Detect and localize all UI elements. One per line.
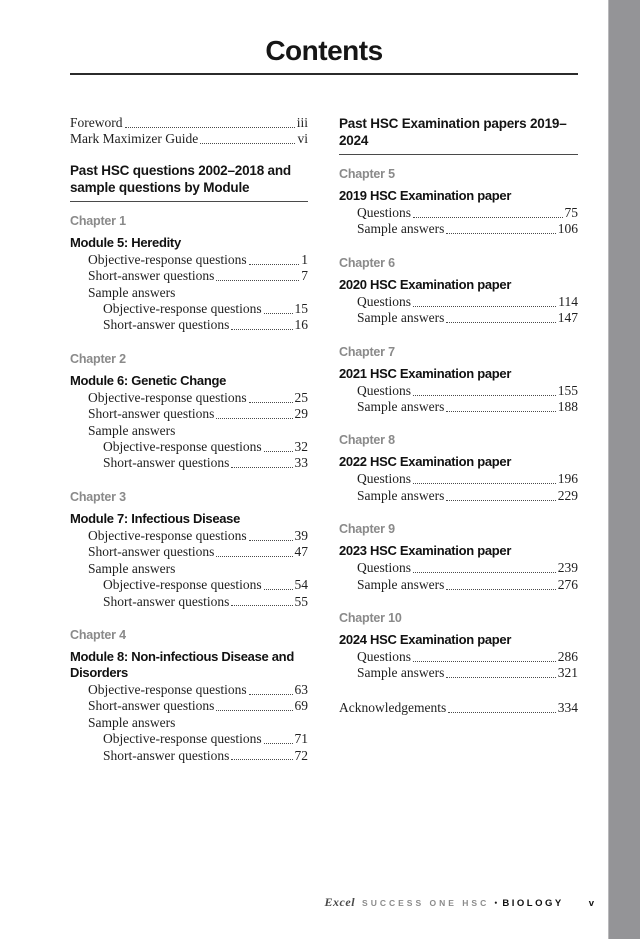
dot-leader (231, 467, 292, 468)
chapter-module-title: Module 8: Non-infectious Disease and Disorders (70, 648, 294, 680)
toc-entry-row (70, 268, 308, 284)
toc-entry-row (70, 252, 308, 268)
toc-entry-row (70, 715, 308, 731)
left-column (70, 115, 308, 782)
toc-entry-row (70, 423, 308, 439)
toc-entry-row (70, 301, 308, 317)
chapter-module-title: 2024 HSC Examination paper (339, 632, 512, 648)
toc-entry-label: Sample answers (357, 487, 445, 503)
toc-entry-label: Questions (357, 205, 411, 220)
toc-entry-row (70, 561, 308, 577)
toc-entry-row (70, 455, 308, 471)
chapter-block (70, 352, 308, 472)
toc-entry-label: Objective-response questions (103, 439, 262, 455)
dot-leader (249, 402, 293, 403)
toc-entry-page-number: 75 (564, 205, 578, 220)
left-section-rule (70, 201, 308, 202)
chapter-label: Chapter 7 (339, 344, 395, 359)
toc-entry-page-number: 188 (557, 399, 578, 415)
chapter-label: Chapter 2 (70, 351, 126, 366)
chapter-module-title: 2021 HSC Examination paper (339, 365, 512, 381)
left-section-heading: Past HSC questions 2002–2018 and sample questions by Module (70, 162, 291, 195)
toc-entry-row (339, 488, 578, 504)
toc-entry-page-number: 71 (294, 731, 308, 747)
toc-entry-row (70, 544, 308, 560)
toc-entry-label: Sample answers (88, 284, 176, 300)
toc-entry-row (70, 317, 308, 333)
brand-logo: Excel (324, 895, 356, 909)
toc-entry-page-number: 286 (557, 649, 578, 665)
toc-entry-label: Short-answer questions (88, 268, 215, 284)
toc-entry-label: Short-answer questions (88, 544, 215, 560)
toc-entry-row (339, 649, 578, 665)
toc-entry-label: Sample answers (88, 560, 176, 576)
chapter-label: Chapter 6 (339, 255, 395, 270)
toc-entry-label: Objective-response questions (88, 389, 247, 405)
toc-entry-row (70, 439, 308, 455)
toc-entry-page-number: 33 (294, 455, 308, 471)
toc-entry-label: Questions (357, 293, 411, 309)
toc-entry-row (70, 682, 308, 698)
dot-leader (413, 661, 556, 662)
toc-entry-row (339, 665, 578, 681)
dot-leader (249, 264, 300, 265)
toc-entry-label: Short-answer questions (103, 455, 230, 471)
dot-leader (446, 677, 555, 678)
toc-entry-row (70, 731, 308, 747)
toc-entry-label: Sample answers (357, 221, 445, 237)
dot-leader (413, 217, 563, 218)
dot-leader (231, 605, 292, 606)
acknowledgements-row (339, 700, 578, 716)
page-title: Contents (265, 35, 383, 66)
front-matter-row (70, 131, 308, 147)
toc-entry-label: Mark Maximizer Guide (70, 131, 199, 147)
toc-entry-row (339, 221, 578, 237)
dot-leader (446, 500, 555, 501)
chapter-block (339, 256, 578, 327)
dot-leader (216, 418, 292, 419)
toc-entry-page-number: iii (296, 115, 308, 130)
chapter-label: Chapter 1 (70, 213, 126, 228)
toc-entry-row (70, 748, 308, 764)
toc-entry-row (70, 285, 308, 301)
chapter-module-title: 2023 HSC Examination paper (339, 543, 512, 559)
chapter-block (70, 214, 308, 334)
tail-entry-list (339, 700, 578, 716)
toc-entry-label: Short-answer questions (103, 593, 230, 609)
toc-entry-page-number: 229 (557, 487, 578, 503)
chapter-block (339, 611, 578, 682)
toc-columns (70, 115, 578, 782)
chapter-module-title: Module 7: Infectious Disease (70, 510, 241, 526)
toc-entry-label: Questions (357, 649, 411, 665)
toc-entry-label: Questions (357, 382, 411, 398)
toc-entry-label: Sample answers (357, 310, 445, 326)
chapter-label: Chapter 10 (339, 611, 402, 626)
subject-title: BIOLOGY (502, 898, 564, 909)
toc-entry-row (339, 383, 578, 399)
left-chapter-list (70, 214, 308, 764)
chapter-block (70, 490, 308, 610)
toc-entry-page-number: 147 (557, 310, 578, 326)
chapter-block (339, 345, 578, 416)
right-section-rule (339, 154, 578, 155)
toc-entry-label: Objective-response questions (103, 577, 262, 593)
toc-entry-row (339, 577, 578, 593)
front-matter-row (70, 115, 308, 131)
toc-entry-label: Sample answers (357, 665, 445, 681)
toc-entry-label: Foreword (70, 115, 123, 130)
right-section-heading: Past HSC Examination papers 2019–2024 (339, 116, 567, 148)
toc-entry-label: Questions (357, 560, 411, 576)
dot-leader (125, 127, 295, 128)
toc-entry-row (70, 406, 308, 422)
toc-entry-row (339, 471, 578, 487)
toc-entry-label: Objective-response questions (88, 527, 247, 543)
toc-entry-page-number: 276 (557, 576, 578, 592)
dot-leader (446, 322, 555, 323)
toc-entry-page-number: vi (297, 131, 308, 147)
dot-leader (264, 451, 293, 452)
toc-entry-page-number: 321 (557, 665, 578, 681)
dot-leader (249, 694, 293, 695)
dot-leader (264, 589, 293, 590)
toc-entry-label: Objective-response questions (103, 301, 262, 317)
dot-leader (231, 329, 292, 330)
toc-entry-label: Short-answer questions (88, 698, 215, 714)
toc-entry-row (70, 577, 308, 593)
chapter-label: Chapter 3 (70, 489, 126, 504)
dot-leader (413, 395, 556, 396)
dot-leader (446, 589, 555, 590)
toc-entry-page-number: 239 (557, 560, 578, 576)
toc-entry-label: Short-answer questions (103, 747, 230, 763)
chapter-block (70, 628, 308, 764)
chapter-module-title: Module 5: Heredity (70, 234, 181, 250)
page-edge-shadow (608, 0, 640, 939)
series-title: SUCCESS ONE HSC (362, 898, 490, 908)
toc-entry-row (339, 205, 578, 221)
dot-leader (446, 233, 555, 234)
toc-entry-page-number: 16 (294, 317, 308, 333)
toc-entry-label: Short-answer questions (88, 406, 215, 422)
dot-leader (264, 743, 293, 744)
bullet-separator: • (494, 898, 498, 908)
dot-leader (249, 540, 293, 541)
toc-entry-page-number: 15 (294, 301, 308, 317)
page-content (70, 34, 578, 782)
toc-entry-page-number: 196 (557, 471, 578, 487)
chapter-block (339, 433, 578, 504)
toc-entry-page-number: 39 (294, 527, 308, 543)
toc-entry-label: Sample answers (357, 576, 445, 592)
toc-entry-page-number: 1 (301, 251, 308, 267)
toc-entry-page-number: 25 (294, 389, 308, 405)
dot-leader (216, 556, 292, 557)
toc-entry-label: Objective-response questions (88, 251, 247, 267)
toc-entry-row (339, 560, 578, 576)
chapter-block (339, 167, 578, 238)
chapter-label: Chapter 9 (339, 522, 395, 537)
toc-entry-label: Short-answer questions (103, 317, 230, 333)
dot-leader (448, 712, 556, 713)
dot-leader (216, 710, 292, 711)
page-footer (325, 895, 594, 910)
toc-entry-row (70, 594, 308, 610)
toc-entry-label: Objective-response questions (88, 681, 247, 697)
dot-leader (231, 759, 292, 760)
chapter-label: Chapter 4 (70, 627, 126, 642)
chapter-module-title: 2020 HSC Examination paper (339, 276, 512, 292)
toc-entry-row (70, 528, 308, 544)
toc-entry-label: Acknowledgements (339, 699, 447, 715)
chapter-label: Chapter 8 (339, 433, 395, 448)
toc-entry-row (339, 399, 578, 415)
toc-entry-page-number: 7 (301, 268, 308, 284)
dot-leader (413, 572, 556, 573)
right-chapter-list (339, 167, 578, 682)
chapter-module-title: Module 6: Genetic Change (70, 372, 227, 388)
toc-entry-page-number: 32 (294, 439, 308, 455)
right-column (339, 115, 578, 782)
front-matter-list (70, 115, 308, 148)
chapter-module-title: 2022 HSC Examination paper (339, 454, 512, 470)
toc-entry-page-number: 29 (294, 406, 308, 422)
column-gutter (308, 115, 339, 782)
dot-leader (413, 306, 556, 307)
folio-page-number: v (588, 898, 594, 909)
toc-entry-label: Questions (357, 471, 411, 487)
toc-entry-row (339, 310, 578, 326)
toc-entry-row (339, 294, 578, 310)
dot-leader (446, 411, 555, 412)
toc-entry-row (70, 390, 308, 406)
toc-entry-page-number: 63 (294, 681, 308, 697)
dot-leader (264, 313, 293, 314)
title-rule (70, 73, 578, 75)
toc-entry-page-number: 55 (294, 593, 308, 609)
dot-leader (413, 483, 556, 484)
dot-leader (200, 143, 295, 144)
dot-leader (216, 280, 299, 281)
toc-entry-label: Sample answers (357, 399, 445, 415)
toc-entry-page-number: 69 (294, 698, 308, 714)
toc-entry-page-number: 72 (294, 747, 308, 763)
chapter-label: Chapter 5 (339, 167, 395, 181)
toc-entry-page-number: 47 (294, 544, 308, 560)
toc-entry-label: Sample answers (88, 714, 176, 730)
chapter-module-title: 2019 HSC Examination paper (339, 188, 512, 203)
toc-entry-row (70, 698, 308, 714)
toc-entry-page-number: 54 (294, 577, 308, 593)
toc-entry-label: Sample answers (88, 422, 176, 438)
chapter-block (339, 522, 578, 593)
toc-entry-page-number: 106 (557, 221, 578, 237)
toc-entry-page-number: 114 (558, 293, 578, 309)
toc-entry-page-number: 155 (557, 382, 578, 398)
toc-entry-label: Objective-response questions (103, 731, 262, 747)
toc-entry-page-number: 334 (557, 699, 578, 715)
